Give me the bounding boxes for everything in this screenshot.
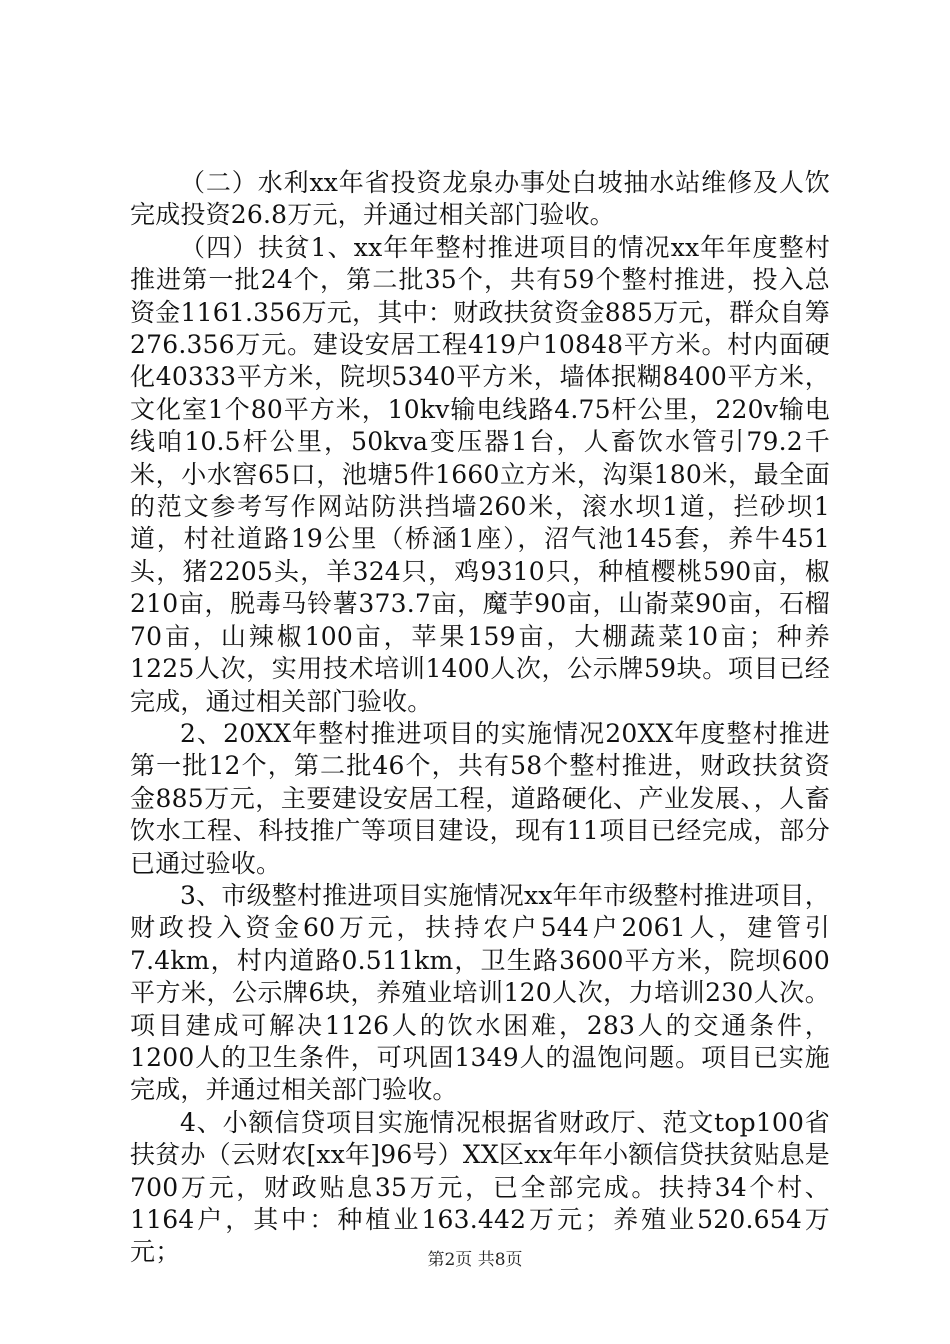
document-body: [130, 167, 830, 1269]
paragraph-poverty-alleviation-1: （四）扶贫1、xx年年整村推进项目的情况xx年年度整村推进第一批24个，第二批35个，共有59个整村推进，投入总资金1161.356万元，其中：财政扶贫资金885万元，群众自筹276.356万元。建设安居工程419户10848平方米。村内面硬化40333平方米，院坝5340平方米，墙体抿糊8400平方米，文化室1个80平方米，10kv输电线路4.75杆公里，220v输电线咱10.5杆公里，50kva变压器1台，人畜饮水管引79.2千米，小水窖65口，池塘5件1660立方米，沟渠180米，最全面的范文参考写作网站防洪挡墙260米，滚水坝1道，拦砂坝1道，村社道路19公里（桥涵1座），沼气池145套，养牛451头，猪2205头，羊324只，鸡9310只，种植樱桃590亩，椒210亩，脱毒马铃薯373.7亩，魔芋90亩，山嵛菜90亩，石榴70亩，山辣椒100亩，苹果159亩，大棚蔬菜10亩；种养1225人次，实用技术培训1400人次，公示牌59块。项目已经完成，通过相关部门验收。: [130, 232, 830, 716]
paragraph-microcredit: 4、小额信贷项目实施情况根据省财政厅、范文top100省扶贫办（云财农[xx年]96号）XX区xx年年小额信贷扶贫贴息是700万元，财政贴息35万元，已全部完成。扶持34个村、1164户，其中：种植业163.442万元；养殖业520.654万元；: [130, 1107, 830, 1267]
page-number-info: 第2页 共8页: [427, 1250, 523, 1270]
paragraph-water-conservancy: （二）水利xx年省投资龙泉办事处白坡抽水站维修及人饮完成投资26.8万元，并通过相关部门验收。: [130, 168, 830, 230]
paragraph-city-level-project: 3、市级整村推进项目实施情况xx年年市级整村推进项目，财政投入资金60万元，扶持农户544户2061人，建管引7.4km，村内道路0.511km，卫生路3600平方米，院坝600平方米，公示牌6块，养殖业培训120人次，力培训230人次。项目建成可解决1126人的饮水困难，283人的交通条件，1200人的卫生条件，可巩固1349人的温饱问题。项目已实施完成，并通过相关部门验收。: [130, 880, 830, 1105]
paragraph-poverty-alleviation-2: 2、20XX年整村推进项目的实施情况20XX年度整村推进第一批12个，第二批46个，共有58个整村推进，财政扶贫资金885万元，主要建设安居工程，道路硬化、产业发展、，人畜饮水工程、科技推广等项目建设，现有11项目已经完成，部分已通过验收。: [130, 718, 830, 878]
page-footer: [0, 1245, 950, 1270]
